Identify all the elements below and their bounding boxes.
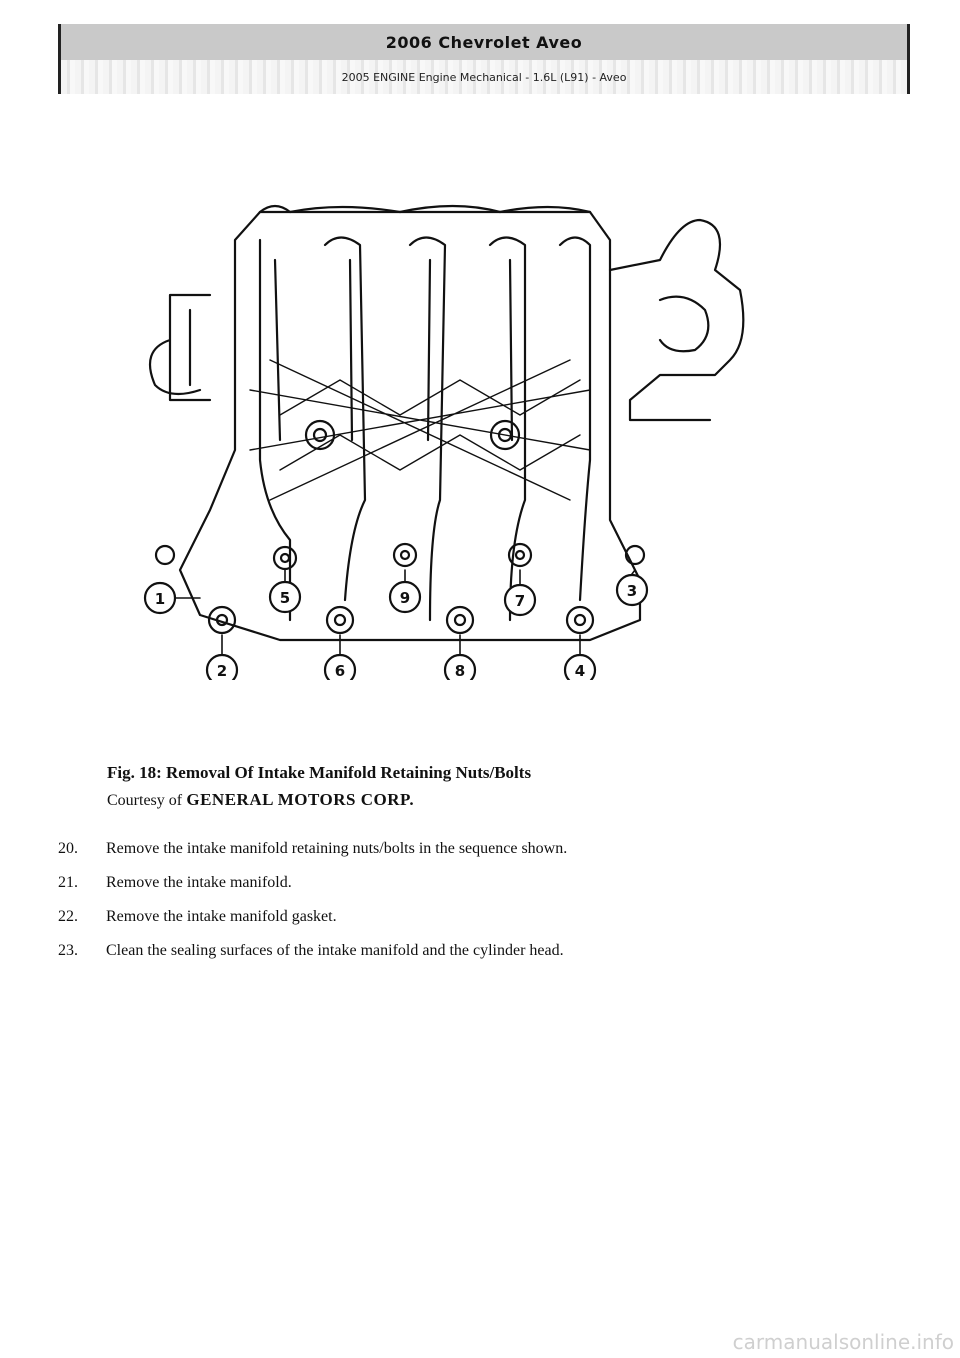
step-23: [58, 934, 878, 968]
figure-caption: [107, 759, 531, 814]
intake-manifold-diagram: [140, 200, 760, 680]
step-text: Remove the intake manifold gasket.: [106, 908, 337, 925]
svg-text:9: 9: [399, 589, 411, 607]
callout-6: [325, 655, 355, 680]
caption-title: Fig. 18: Removal Of Intake Manifold Retaining Nuts/Bolts: [107, 763, 532, 782]
callout-3: [617, 575, 647, 605]
intake-runners: [260, 238, 590, 621]
step-text: Remove the intake manifold.: [106, 874, 292, 891]
callout-9: [390, 582, 420, 612]
callout-8: [445, 655, 475, 680]
callout-7: [505, 585, 535, 615]
callout-4: [565, 655, 595, 680]
caption-courtesy-lead: Courtesy of: [107, 792, 183, 809]
step-21: [58, 866, 878, 900]
lattice-ribs: [250, 360, 590, 500]
throttle-assembly: [610, 220, 743, 420]
step-text: Remove the intake manifold retaining nuts/bolts in the sequence shown.: [106, 840, 568, 857]
left-fitting: [150, 295, 210, 400]
callout-5: [270, 582, 300, 612]
header-title: 2006 Chevrolet Aveo: [61, 24, 907, 60]
svg-text:3: 3: [626, 582, 638, 600]
svg-text:8: 8: [454, 662, 466, 680]
svg-text:1: 1: [154, 590, 166, 608]
callout-2: [207, 655, 237, 680]
intake-manifold-figure: [140, 200, 760, 680]
step-20: [58, 832, 878, 866]
page-header: [58, 24, 910, 94]
svg-text:5: 5: [279, 589, 291, 607]
caption-courtesy-org: GENERAL MOTORS CORP.: [186, 790, 415, 809]
procedure-steps: [58, 832, 878, 968]
step-22: [58, 900, 878, 934]
svg-text:4: 4: [574, 662, 586, 680]
svg-text:6: 6: [334, 662, 346, 680]
svg-text:2: 2: [216, 662, 228, 680]
step-text: Clean the sealing surfaces of the intake manifold and the cylinder head.: [106, 942, 564, 959]
watermark-footer[interactable]: carmanualsonline.info: [732, 1330, 954, 1354]
step-number: 23.: [58, 942, 78, 959]
step-number: 22.: [58, 908, 78, 925]
header-subtitle: 2005 ENGINE Engine Mechanical - 1.6L (L91) - Aveo: [61, 60, 907, 94]
step-number: 21.: [58, 874, 78, 891]
caption-courtesy: [107, 786, 531, 814]
step-number: 20.: [58, 840, 78, 857]
svg-text:7: 7: [514, 592, 526, 610]
callout-1: [145, 583, 175, 613]
